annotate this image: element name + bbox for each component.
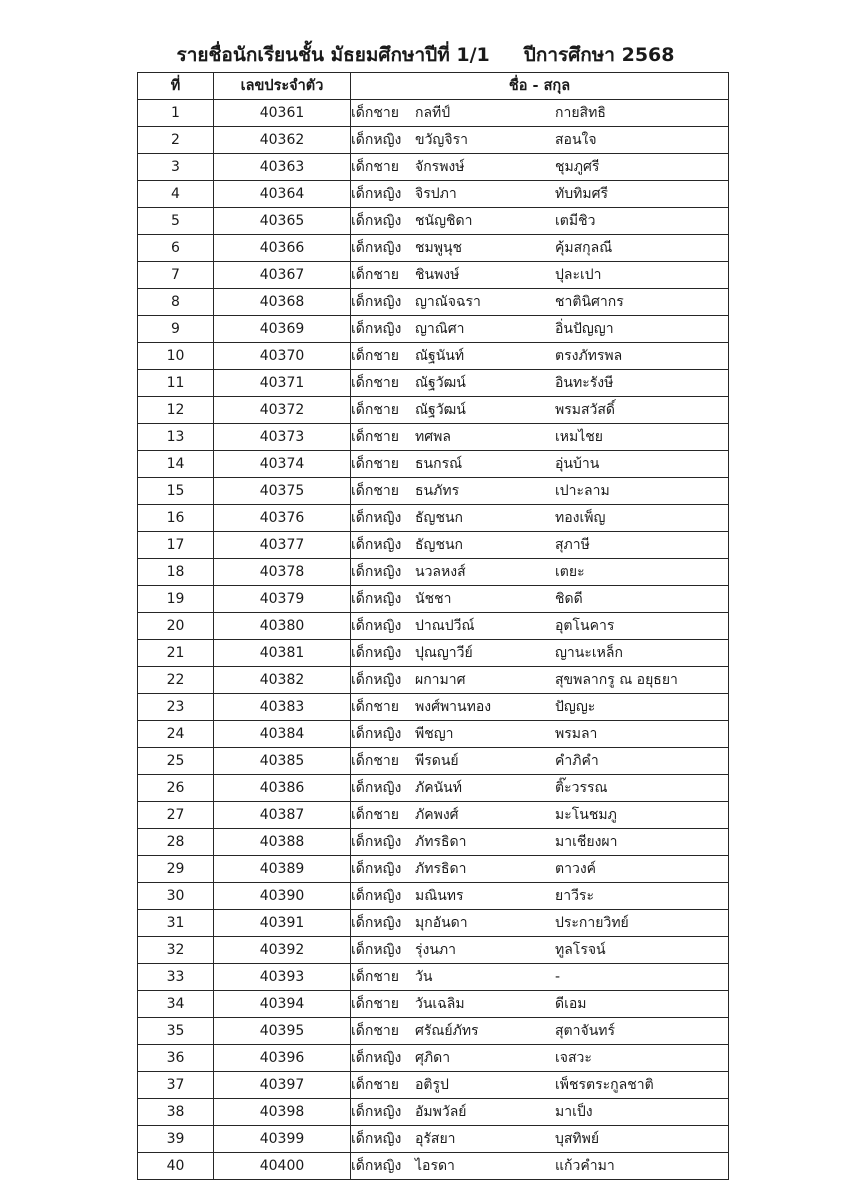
name-prefix: เด็กหญิง xyxy=(351,780,402,796)
row-number: 2 xyxy=(138,127,214,154)
student-name xyxy=(351,1018,729,1045)
student-id: 40368 xyxy=(214,289,351,316)
table-row xyxy=(138,451,729,478)
student-name xyxy=(351,100,729,127)
table-row xyxy=(138,316,729,343)
student-name xyxy=(351,181,729,208)
student-id: 40398 xyxy=(214,1099,351,1126)
last-name: คุ้มสกุลณี xyxy=(555,240,613,256)
row-number: 14 xyxy=(138,451,214,478)
student-id: 40379 xyxy=(214,586,351,613)
row-number: 39 xyxy=(138,1126,214,1153)
student-id: 40366 xyxy=(214,235,351,262)
row-number: 35 xyxy=(138,1018,214,1045)
last-name: พรมลา xyxy=(555,726,598,742)
table-row xyxy=(138,775,729,802)
name-prefix: เด็กหญิง xyxy=(351,618,402,634)
first-name: นวลหงส์ xyxy=(415,564,466,580)
student-id: 40367 xyxy=(214,262,351,289)
first-name: อุรัสยา xyxy=(415,1131,456,1147)
last-name: ญานะเหล็ก xyxy=(555,645,623,661)
name-prefix: เด็กหญิง xyxy=(351,672,402,688)
row-number: 37 xyxy=(138,1072,214,1099)
student-id: 40388 xyxy=(214,829,351,856)
last-name: อุ่นบ้าน xyxy=(555,456,600,472)
student-id: 40376 xyxy=(214,505,351,532)
student-id: 40400 xyxy=(214,1153,351,1180)
last-name: ชุมภูศรี xyxy=(555,159,600,175)
first-name: ศรัณย์ภัทร xyxy=(415,1023,479,1039)
student-id: 40395 xyxy=(214,1018,351,1045)
student-name xyxy=(351,1099,729,1126)
first-name: รุ่งนภา xyxy=(415,942,457,958)
first-name: ภัทรธิดา xyxy=(415,861,467,877)
last-name: ชาตินิศากร xyxy=(555,294,624,310)
table-row xyxy=(138,1153,729,1180)
row-number: 12 xyxy=(138,397,214,424)
last-name: ตรงภัทรพล xyxy=(555,348,623,364)
last-name: เตยะ xyxy=(555,564,585,580)
name-prefix: เด็กชาย xyxy=(351,1077,399,1093)
table-row xyxy=(138,910,729,937)
column-header-full-name: ชื่อ - สกุล xyxy=(351,73,729,100)
student-name xyxy=(351,235,729,262)
first-name: ณัฐนันท์ xyxy=(415,348,465,364)
name-prefix: เด็กชาย xyxy=(351,429,399,445)
table-row xyxy=(138,1072,729,1099)
row-number: 34 xyxy=(138,991,214,1018)
student-id: 40373 xyxy=(214,424,351,451)
student-name xyxy=(351,451,729,478)
last-name: อิ่นปัญญา xyxy=(555,321,614,337)
first-name: จักรพงษ์ xyxy=(415,159,465,175)
row-number: 15 xyxy=(138,478,214,505)
last-name: เจสวะ xyxy=(555,1050,592,1066)
last-name: ปุละเปา xyxy=(555,267,602,283)
student-name xyxy=(351,262,729,289)
first-name: ธนกรณ์ xyxy=(415,456,463,472)
last-name: สุขพลากรู ณ อยุธยา xyxy=(555,672,678,688)
name-prefix: เด็กหญิง xyxy=(351,942,402,958)
first-name: มุกอันดา xyxy=(415,915,468,931)
row-number: 6 xyxy=(138,235,214,262)
last-name: เตมีชิว xyxy=(555,213,596,229)
name-prefix: เด็กชาย xyxy=(351,105,399,121)
name-prefix: เด็กหญิง xyxy=(351,321,402,337)
name-prefix: เด็กหญิง xyxy=(351,1131,402,1147)
name-prefix: เด็กหญิง xyxy=(351,834,402,850)
column-header-student-id: เลขประจำตัว xyxy=(214,73,351,100)
row-number: 17 xyxy=(138,532,214,559)
student-id: 40377 xyxy=(214,532,351,559)
last-name: สุภาษี xyxy=(555,537,590,553)
table-row xyxy=(138,721,729,748)
row-number: 5 xyxy=(138,208,214,235)
student-id: 40385 xyxy=(214,748,351,775)
first-name: พงศ์พานทอง xyxy=(415,699,492,715)
table-row xyxy=(138,208,729,235)
first-name: ชินพงษ์ xyxy=(415,267,460,283)
last-name: คำภิคำ xyxy=(555,753,599,769)
student-name xyxy=(351,775,729,802)
table-row xyxy=(138,694,729,721)
last-name: มะโนชมภู xyxy=(555,807,617,823)
table-row xyxy=(138,856,729,883)
name-prefix: เด็กหญิง xyxy=(351,645,402,661)
last-name: พรมสวัสดิ์ xyxy=(555,402,616,418)
last-name: เปาะลาม xyxy=(555,483,610,499)
student-name xyxy=(351,991,729,1018)
name-prefix: เด็กชาย xyxy=(351,699,399,715)
student-name xyxy=(351,829,729,856)
table-row xyxy=(138,343,729,370)
first-name: อติรูป xyxy=(415,1077,449,1093)
column-header-no: ที่ xyxy=(138,73,214,100)
table-header-row xyxy=(138,73,729,100)
table-row xyxy=(138,586,729,613)
student-name xyxy=(351,667,729,694)
last-name: สุตาจันทร์ xyxy=(555,1023,616,1039)
last-name: - xyxy=(555,969,561,985)
student-id: 40386 xyxy=(214,775,351,802)
name-prefix: เด็กหญิง xyxy=(351,1050,402,1066)
first-name: ไอรดา xyxy=(415,1158,455,1174)
name-prefix: เด็กหญิง xyxy=(351,213,402,229)
student-id: 40378 xyxy=(214,559,351,586)
student-id: 40364 xyxy=(214,181,351,208)
row-number: 21 xyxy=(138,640,214,667)
row-number: 29 xyxy=(138,856,214,883)
first-name: จิรปภา xyxy=(415,186,457,202)
name-prefix: เด็กหญิง xyxy=(351,564,402,580)
name-prefix: เด็กหญิง xyxy=(351,537,402,553)
student-id: 40391 xyxy=(214,910,351,937)
table-row xyxy=(138,802,729,829)
student-id: 40380 xyxy=(214,613,351,640)
last-name: กายสิทธิ xyxy=(555,105,606,121)
table-row xyxy=(138,559,729,586)
row-number: 18 xyxy=(138,559,214,586)
table-row xyxy=(138,127,729,154)
student-name xyxy=(351,937,729,964)
student-id: 40399 xyxy=(214,1126,351,1153)
first-name: ภัทรธิดา xyxy=(415,834,467,850)
name-prefix: เด็กชาย xyxy=(351,348,399,364)
name-prefix: เด็กหญิง xyxy=(351,861,402,877)
student-id: 40371 xyxy=(214,370,351,397)
first-name: ญาณิศา xyxy=(415,321,465,337)
first-name: พีชญา xyxy=(415,726,454,742)
last-name: ยาวีระ xyxy=(555,888,594,904)
student-name xyxy=(351,343,729,370)
student-name xyxy=(351,424,729,451)
table-row xyxy=(138,640,729,667)
last-name: บุสทิพย์ xyxy=(555,1131,600,1147)
student-id: 40387 xyxy=(214,802,351,829)
student-id: 40361 xyxy=(214,100,351,127)
row-number: 23 xyxy=(138,694,214,721)
table-row xyxy=(138,100,729,127)
student-id: 40389 xyxy=(214,856,351,883)
student-id: 40369 xyxy=(214,316,351,343)
table-row xyxy=(138,991,729,1018)
student-id: 40397 xyxy=(214,1072,351,1099)
student-name xyxy=(351,721,729,748)
student-id: 40374 xyxy=(214,451,351,478)
student-id: 40392 xyxy=(214,937,351,964)
table-row xyxy=(138,235,729,262)
name-prefix: เด็กหญิง xyxy=(351,510,402,526)
name-prefix: เด็กชาย xyxy=(351,996,399,1012)
first-name: ธัญชนก xyxy=(415,537,464,553)
last-name: อินทะรังษี xyxy=(555,375,614,391)
student-name xyxy=(351,1045,729,1072)
student-id: 40372 xyxy=(214,397,351,424)
student-id: 40362 xyxy=(214,127,351,154)
table-row xyxy=(138,505,729,532)
student-name xyxy=(351,1126,729,1153)
row-number: 24 xyxy=(138,721,214,748)
student-id: 40370 xyxy=(214,343,351,370)
student-roster-table xyxy=(137,72,729,1180)
table-row xyxy=(138,181,729,208)
first-name: วัน xyxy=(415,969,433,985)
student-name xyxy=(351,532,729,559)
student-name xyxy=(351,748,729,775)
student-name xyxy=(351,127,729,154)
student-name xyxy=(351,964,729,991)
row-number: 9 xyxy=(138,316,214,343)
first-name: ทศพล xyxy=(415,429,451,445)
last-name: มาเชียงผา xyxy=(555,834,618,850)
student-name xyxy=(351,883,729,910)
name-prefix: เด็กหญิง xyxy=(351,1104,402,1120)
student-name xyxy=(351,1072,729,1099)
name-prefix: เด็กหญิง xyxy=(351,294,402,310)
student-id: 40382 xyxy=(214,667,351,694)
last-name: ปัญญะ xyxy=(555,699,596,715)
student-name xyxy=(351,370,729,397)
title-year: 2568 xyxy=(621,44,675,66)
title-class: รายชื่อนักเรียนชั้น มัธยมศึกษาปีที่ 1/1 xyxy=(176,44,490,66)
first-name: ธัญชนก xyxy=(415,510,464,526)
row-number: 31 xyxy=(138,910,214,937)
first-name: ชมพูนุช xyxy=(415,240,463,256)
student-id: 40396 xyxy=(214,1045,351,1072)
first-name: นัชชา xyxy=(415,591,452,607)
table-row xyxy=(138,1126,729,1153)
row-number: 7 xyxy=(138,262,214,289)
name-prefix: เด็กชาย xyxy=(351,159,399,175)
row-number: 20 xyxy=(138,613,214,640)
last-name: เหมไชย xyxy=(555,429,603,445)
table-row xyxy=(138,370,729,397)
name-prefix: เด็กหญิง xyxy=(351,132,402,148)
table-row xyxy=(138,883,729,910)
student-id: 40381 xyxy=(214,640,351,667)
student-id: 40390 xyxy=(214,883,351,910)
student-name xyxy=(351,586,729,613)
student-id: 40365 xyxy=(214,208,351,235)
name-prefix: เด็กชาย xyxy=(351,753,399,769)
name-prefix: เด็กหญิง xyxy=(351,888,402,904)
last-name: อุตโนคาร xyxy=(555,618,615,634)
student-name xyxy=(351,505,729,532)
student-id: 40394 xyxy=(214,991,351,1018)
student-name xyxy=(351,289,729,316)
row-number: 8 xyxy=(138,289,214,316)
student-name xyxy=(351,694,729,721)
first-name: ชนัญชิดา xyxy=(415,213,473,229)
student-name xyxy=(351,154,729,181)
table-row xyxy=(138,667,729,694)
name-prefix: เด็กหญิง xyxy=(351,726,402,742)
last-name: ชิดดี xyxy=(555,591,583,607)
student-name xyxy=(351,640,729,667)
row-number: 4 xyxy=(138,181,214,208)
name-prefix: เด็กหญิง xyxy=(351,186,402,202)
row-number: 25 xyxy=(138,748,214,775)
last-name: เพ็ชรตระกูลชาติ xyxy=(555,1077,654,1093)
row-number: 27 xyxy=(138,802,214,829)
student-id: 40384 xyxy=(214,721,351,748)
first-name: กลทีป์ xyxy=(415,105,451,121)
row-number: 30 xyxy=(138,883,214,910)
row-number: 33 xyxy=(138,964,214,991)
student-id: 40375 xyxy=(214,478,351,505)
table-row xyxy=(138,154,729,181)
table-row xyxy=(138,748,729,775)
last-name: แก้วคำมา xyxy=(555,1158,615,1174)
first-name: อัมพวัลย์ xyxy=(415,1104,467,1120)
row-number: 26 xyxy=(138,775,214,802)
student-name xyxy=(351,208,729,235)
first-name: ศุภิดา xyxy=(415,1050,451,1066)
title-year-label: ปีการศึกษา xyxy=(523,44,615,66)
first-name: พีรดนย์ xyxy=(415,753,459,769)
name-prefix: เด็กชาย xyxy=(351,456,399,472)
first-name: ณัฐวัฒน์ xyxy=(415,375,466,391)
row-number: 11 xyxy=(138,370,214,397)
first-name: ณัฐวัฒน์ xyxy=(415,402,466,418)
row-number: 16 xyxy=(138,505,214,532)
name-prefix: เด็กชาย xyxy=(351,969,399,985)
student-id: 40363 xyxy=(214,154,351,181)
page-title xyxy=(0,40,851,70)
row-number: 1 xyxy=(138,100,214,127)
table-row xyxy=(138,262,729,289)
first-name: ภัคนันท์ xyxy=(415,780,462,796)
table-row xyxy=(138,613,729,640)
last-name: ตาวงค์ xyxy=(555,861,597,877)
first-name: ปาณปวีณ์ xyxy=(415,618,475,634)
student-name xyxy=(351,1153,729,1180)
table-row xyxy=(138,937,729,964)
table-row xyxy=(138,1018,729,1045)
row-number: 40 xyxy=(138,1153,214,1180)
first-name: ปุณญาวีย์ xyxy=(415,645,473,661)
first-name: ธนภัทร xyxy=(415,483,460,499)
name-prefix: เด็กชาย xyxy=(351,483,399,499)
student-name xyxy=(351,478,729,505)
first-name: ขวัญจิรา xyxy=(415,132,468,148)
first-name: มณินทร xyxy=(415,888,464,904)
row-number: 28 xyxy=(138,829,214,856)
first-name: ภัคพงศ์ xyxy=(415,807,459,823)
last-name: สอนใจ xyxy=(555,132,597,148)
student-name xyxy=(351,559,729,586)
row-number: 22 xyxy=(138,667,214,694)
table-row xyxy=(138,532,729,559)
last-name: ติ๊ะวรรณ xyxy=(555,780,608,796)
table-row xyxy=(138,478,729,505)
table-row xyxy=(138,289,729,316)
name-prefix: เด็กหญิง xyxy=(351,240,402,256)
student-name xyxy=(351,613,729,640)
table-row xyxy=(138,424,729,451)
first-name: ผกามาศ xyxy=(415,672,466,688)
last-name: มาเป็ง xyxy=(555,1104,593,1120)
first-name: วันเฉลิม xyxy=(415,996,465,1012)
row-number: 19 xyxy=(138,586,214,613)
student-id: 40383 xyxy=(214,694,351,721)
name-prefix: เด็กชาย xyxy=(351,402,399,418)
name-prefix: เด็กชาย xyxy=(351,267,399,283)
name-prefix: เด็กหญิง xyxy=(351,591,402,607)
student-id: 40393 xyxy=(214,964,351,991)
last-name: ดีเอม xyxy=(555,996,587,1012)
student-name xyxy=(351,856,729,883)
table-row xyxy=(138,397,729,424)
last-name: ทับทิมศรี xyxy=(555,186,608,202)
row-number: 13 xyxy=(138,424,214,451)
table-body xyxy=(138,100,729,1180)
name-prefix: เด็กชาย xyxy=(351,807,399,823)
last-name: ประกายวิทย์ xyxy=(555,915,629,931)
name-prefix: เด็กชาย xyxy=(351,1023,399,1039)
name-prefix: เด็กหญิง xyxy=(351,915,402,931)
last-name: ทูลโรจน์ xyxy=(555,942,606,958)
table-row xyxy=(138,964,729,991)
student-name xyxy=(351,316,729,343)
row-number: 32 xyxy=(138,937,214,964)
student-name xyxy=(351,802,729,829)
last-name: ทองเพ็ญ xyxy=(555,510,606,526)
name-prefix: เด็กชาย xyxy=(351,375,399,391)
row-number: 10 xyxy=(138,343,214,370)
table-row xyxy=(138,829,729,856)
table-row xyxy=(138,1099,729,1126)
name-prefix: เด็กหญิง xyxy=(351,1158,402,1174)
student-name xyxy=(351,910,729,937)
row-number: 3 xyxy=(138,154,214,181)
row-number: 38 xyxy=(138,1099,214,1126)
table-row xyxy=(138,1045,729,1072)
row-number: 36 xyxy=(138,1045,214,1072)
student-name xyxy=(351,397,729,424)
first-name: ญาณัจฉรา xyxy=(415,294,481,310)
